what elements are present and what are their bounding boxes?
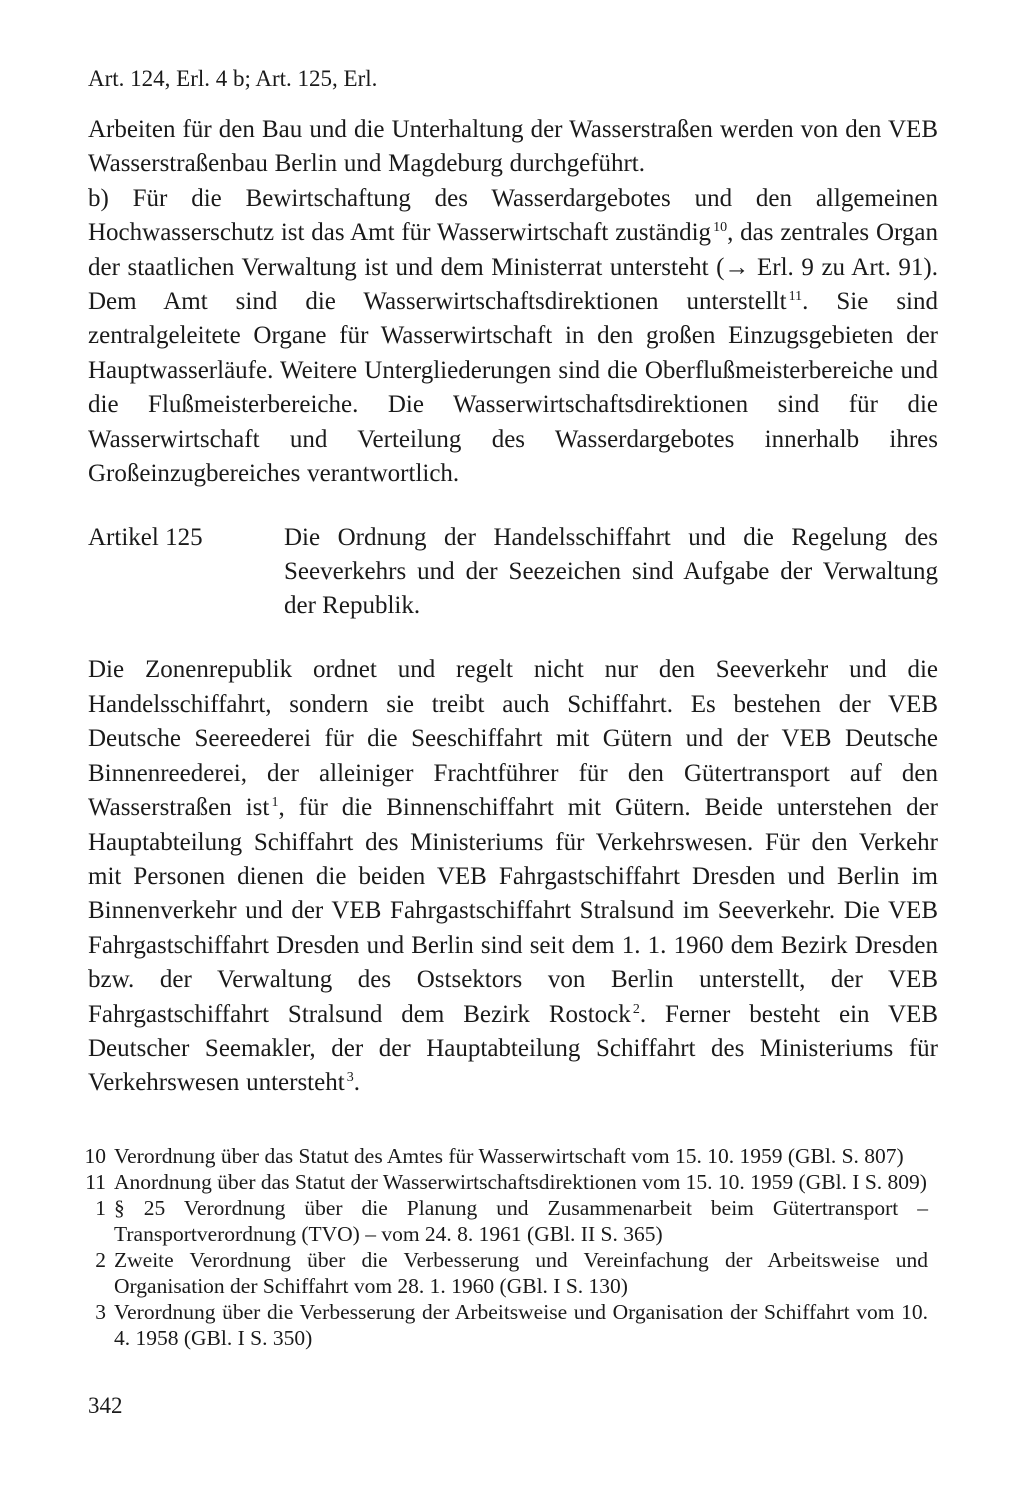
footnote bbox=[84, 1143, 938, 1169]
footnote-ref[interactable]: 2 bbox=[632, 1001, 640, 1017]
footnote-ref[interactable]: 11 bbox=[788, 289, 803, 305]
text-run: , für die Binnenschiffahrt mit Gütern. Beide unterstehen der Hauptabteilung Schiffahrt des Ministeriums für Verkehrswesen. Für den Verkehr mit Personen dienen die beiden VEB Fahrgastschiffahrt Dresden und Berlin im Binnenverkehr und der VEB Fahrgastschiffahrt Stralsund im Seeverkehr. Die VEB Fahrgastschiffahrt Dresden und Berlin sind seit dem 1. 1. 1960 dem Bezirk Dresden bzw. der Verwaltung des Ostsektors von Berlin unterstellt, der VEB Fahrgastschiffahrt Stralsund dem Bezirk Rostock bbox=[88, 794, 938, 1028]
article-text: Die Ordnung der Handelsschiffahrt und die Regelung des Seeverkehrs und der Seezeichen sind Aufgabe der Verwaltung der Republik. bbox=[284, 524, 938, 620]
paragraph-bewirtschaftung bbox=[88, 182, 938, 492]
text-run: . Sie sind zentralgeleitete Organe für Wasserwirtschaft in den großen Einzugsgebieten der Hauptwasserläufe. Weitere Untergliederungen sind die Oberflußmeisterbereiche und die Flußmeisterbereiche. Die Wasserwirtschaftsdirektionen sind für die Wasserwirtschaft und Verteilung des Wasserdargebotes innerhalb ihres Großeinzugbereiches verantwortlich. bbox=[88, 288, 939, 488]
footnote-text: Anordnung über das Statut der Wasserwirtschaftsdirektionen vom 15. 10. 1959 (GBl. I S. 809) bbox=[114, 1169, 927, 1194]
footnote bbox=[85, 1169, 938, 1195]
text-run: . bbox=[353, 1069, 361, 1097]
article-125 bbox=[88, 521, 938, 623]
text-run: Die Zonenrepublik ordnet und regelt nicht nur den Seeverkehr und die Handelsschiffahrt, sondern sie treibt auch Schiffahrt. Es bestehen der VEB Deutsche Seereederei für die Seeschiffahrt mit Gütern und der VEB Deutsche Binnenreederei, der alleiniger Frachtführer für den Gütertransport auf den Wasserstraßen ist bbox=[88, 656, 938, 822]
footnote-ref[interactable]: 3 bbox=[346, 1070, 354, 1086]
page bbox=[84, 62, 939, 1421]
paragraph-wasserstrassen: Arbeiten für den Bau und die Unterhaltung der Wasserstraßen werden von den VEB Wasserstraßenbau Berlin und Magdeburg durchgeführt. bbox=[88, 116, 938, 178]
footnote-number: 2 bbox=[95, 1247, 106, 1272]
footnote-number: 10 bbox=[84, 1143, 106, 1168]
footnote-number: 11 bbox=[85, 1169, 106, 1194]
footnote bbox=[88, 1195, 938, 1247]
text-run: . Ferner besteht ein VEB Deutscher Seemakler, der der Hauptabteilung Schiffahrt des Ministeriums für Verkehrswesen untersteht bbox=[88, 1000, 938, 1097]
footnote-text: Verordnung über die Verbesserung der Arbeitsweise und Organisation der Schiffahrt vom 10. 4. 1958 (GBl. I S. 350) bbox=[114, 1299, 928, 1350]
paragraph-zonenrepublik bbox=[88, 653, 938, 1100]
footnote-text: Zweite Verordnung über die Verbesserung und Vereinfachung der Arbeitsweise und Organisation der Schiffahrt vom 28. 1. 1960 (GBl. I S. 130) bbox=[114, 1247, 928, 1298]
footnote bbox=[88, 1299, 938, 1351]
footnote-number: 1 bbox=[95, 1195, 106, 1220]
footnote bbox=[88, 1247, 938, 1299]
text-run: b) Für die Bewirtschaftung des Wasserdargebotes und den allgemeinen Hochwasserschutz ist das Amt für Wasserwirtschaft zuständig bbox=[88, 184, 938, 247]
footnote-text: § 25 Verordnung über die Planung und Zusammenarbeit beim Gütertransport – Transportverordnung (TVO) – vom 24. 8. 1961 (GBl. II S. 365) bbox=[114, 1195, 928, 1246]
footnote-number: 3 bbox=[95, 1299, 106, 1324]
footnote-text: Verordnung über das Statut des Amtes für Wasserwirtschaft vom 15. 10. 1959 (GBl. S. 807) bbox=[114, 1143, 904, 1168]
article-label: Artikel 125 bbox=[88, 524, 203, 552]
running-head: Art. 124, Erl. 4 b; Art. 125, Erl. bbox=[88, 66, 378, 91]
footnote-ref[interactable]: 1 bbox=[271, 795, 279, 811]
footnotes bbox=[84, 1143, 938, 1351]
page-number: 342 bbox=[88, 1392, 123, 1418]
text-run: , das zentrales Organ der staatlichen Verwaltung ist und dem Ministerrat untersteht (→ Erl. 9 zu Art. 91). Dem Amt sind die Wasserwirtschaftsdirektionen unterstellt bbox=[88, 219, 938, 316]
footnote-ref[interactable]: 10 bbox=[713, 220, 728, 236]
